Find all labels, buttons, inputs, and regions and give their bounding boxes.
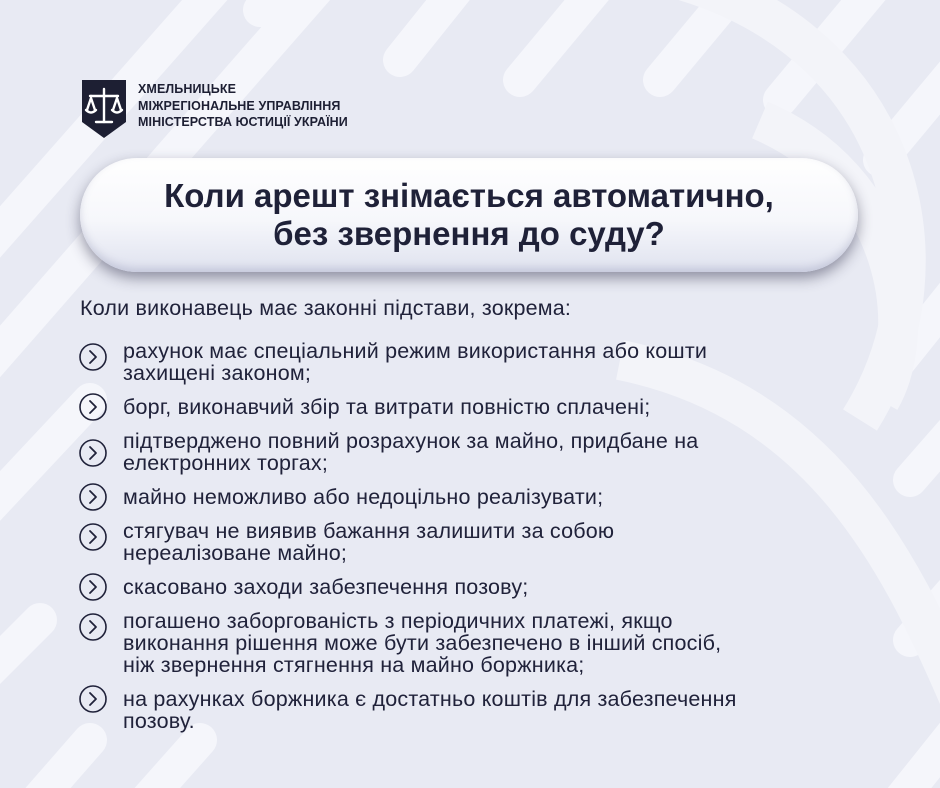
organization-name (138, 81, 348, 131)
title-line-1: Коли арешт знімається автоматично, (164, 177, 774, 214)
list-item-line: скасовано заходи забезпечення позову; (123, 575, 529, 599)
list-item-line: підтверджено повний розрахунок за майно, придбане на (123, 429, 699, 453)
list-item-line: захищені законом; (123, 361, 312, 385)
chevron-right-circle-icon (78, 482, 108, 512)
chevron-right-circle-icon (78, 612, 108, 642)
list-item-line: позову. (123, 709, 195, 733)
list-item (78, 430, 898, 474)
org-name-line: ХМЕЛЬНИЦЬКЕ (138, 82, 237, 96)
chevron-right-circle-icon (78, 684, 108, 714)
chevron-right-circle-icon (78, 522, 108, 552)
scales-of-justice-shield-icon (80, 78, 128, 140)
list-item (78, 396, 898, 418)
title-line-2: без звернення до суду? (273, 215, 665, 252)
list-item-line: на рахунках боржника є достатньо коштів для забезпечення (123, 687, 737, 711)
list-item (78, 520, 898, 564)
list-item-line: борг, виконавчий збір та витрати повністю сплачені; (123, 395, 651, 419)
list-item (78, 486, 898, 508)
intro-text: Коли виконавець має законні підстави, зокрема: (80, 296, 572, 320)
list-item-line: майно неможливо або недоцільно реалізувати; (123, 485, 604, 509)
list-item (78, 340, 898, 384)
list-item (78, 576, 898, 598)
list-item-line: стягувач не виявив бажання залишити за собою (123, 519, 615, 543)
title-banner (80, 158, 858, 272)
conditions-list (78, 340, 898, 732)
list-item-line: виконання рішення може бути забезпечено в інший спосіб, (123, 631, 722, 655)
page-title (109, 177, 829, 253)
list-item-line: ніж звернення стягнення на майно боржника; (123, 653, 585, 677)
list-item (78, 688, 898, 732)
list-item-line: нереалізоване майно; (123, 541, 348, 565)
org-name-line: МІЖРЕГІОНАЛЬНЕ УПРАВЛІННЯ (138, 98, 341, 113)
organization-header (80, 78, 348, 140)
list-item-line: електронних торгах; (123, 451, 329, 475)
org-name-line: МІНІСТЕРСТВА ЮСТИЦІЇ УКРАЇНИ (138, 115, 348, 129)
list-item-line: погашено заборгованість з періодичних платежі, якщо (123, 609, 673, 633)
list-item (78, 610, 898, 676)
chevron-right-circle-icon (78, 438, 108, 468)
chevron-right-circle-icon (78, 572, 108, 602)
chevron-right-circle-icon (78, 392, 108, 422)
chevron-right-circle-icon (78, 342, 108, 372)
list-item-line: рахунок має спеціальний режим використання або кошти (123, 339, 708, 363)
